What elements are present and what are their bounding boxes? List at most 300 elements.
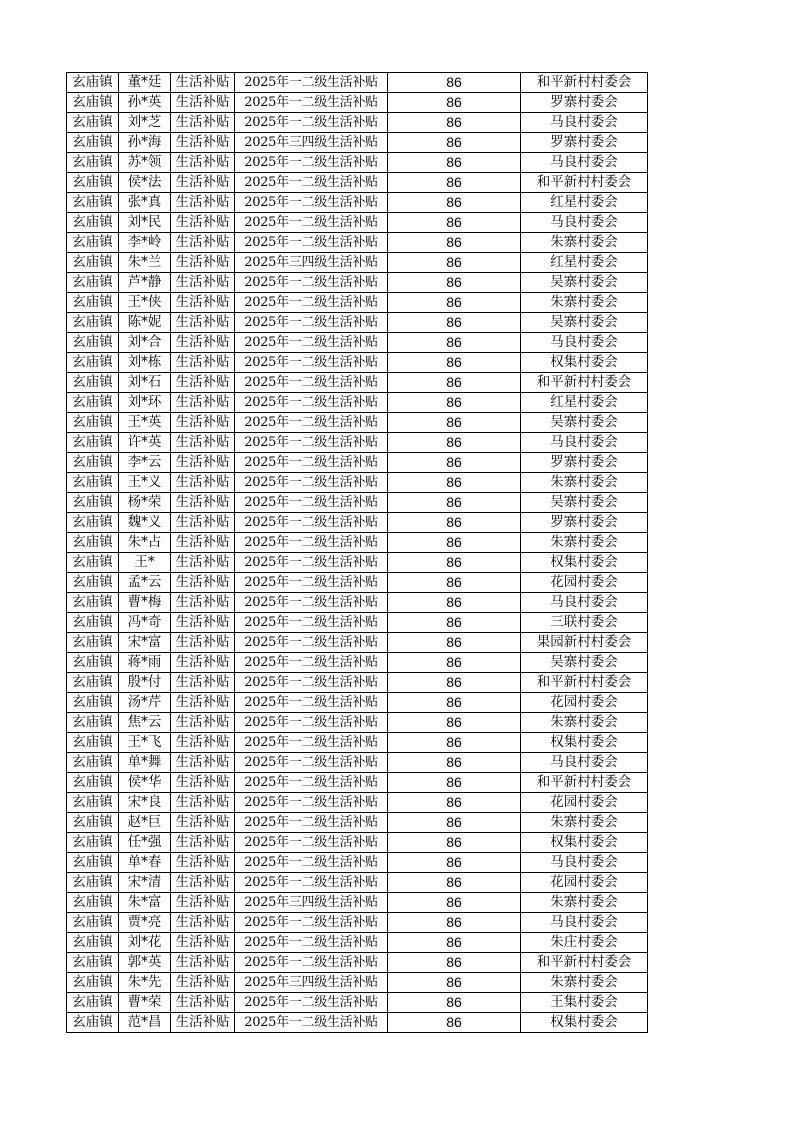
table-row <box>67 873 648 893</box>
amount-cell: 86 <box>388 213 521 233</box>
subsidy-type-cell: 生活补贴 <box>171 513 235 533</box>
town-cell: 玄庙镇 <box>67 733 119 753</box>
village-committee-cell: 罗寨村委会 <box>521 453 648 473</box>
town-cell: 玄庙镇 <box>67 613 119 633</box>
town-cell: 玄庙镇 <box>67 913 119 933</box>
village-committee-cell: 和平新村村委会 <box>521 673 648 693</box>
subsidy-level-cell: 2025年一二级生活补贴 <box>235 353 388 373</box>
subsidy-type-cell: 生活补贴 <box>171 993 235 1013</box>
town-cell: 玄庙镇 <box>67 213 119 233</box>
town-cell: 玄庙镇 <box>67 493 119 513</box>
amount-cell: 86 <box>388 273 521 293</box>
town-cell: 玄庙镇 <box>67 713 119 733</box>
subsidy-level-cell: 2025年一二级生活补贴 <box>235 653 388 673</box>
table-row <box>67 453 648 473</box>
village-committee-cell: 吴寨村委会 <box>521 493 648 513</box>
subsidy-type-cell: 生活补贴 <box>171 353 235 373</box>
name-cell: 刘*栋 <box>119 353 171 373</box>
subsidy-level-cell: 2025年一二级生活补贴 <box>235 553 388 573</box>
amount-cell: 86 <box>388 553 521 573</box>
table-row <box>67 433 648 453</box>
table-row <box>67 333 648 353</box>
town-cell: 玄庙镇 <box>67 593 119 613</box>
subsidy-level-cell: 2025年一二级生活补贴 <box>235 433 388 453</box>
name-cell: 董*廷 <box>119 73 171 93</box>
table-row <box>67 893 648 913</box>
table-row <box>67 513 648 533</box>
table-row <box>67 473 648 493</box>
table-row <box>67 153 648 173</box>
subsidy-level-cell: 2025年一二级生活补贴 <box>235 533 388 553</box>
subsidy-type-cell: 生活补贴 <box>171 953 235 973</box>
name-cell: 王* <box>119 553 171 573</box>
amount-cell: 86 <box>388 233 521 253</box>
amount-cell: 86 <box>388 473 521 493</box>
amount-cell: 86 <box>388 653 521 673</box>
subsidy-level-cell: 2025年一二级生活补贴 <box>235 93 388 113</box>
subsidy-level-cell: 2025年一二级生活补贴 <box>235 213 388 233</box>
village-committee-cell: 权集村委会 <box>521 1013 648 1033</box>
table-row <box>67 933 648 953</box>
village-committee-cell: 罗寨村委会 <box>521 513 648 533</box>
town-cell: 玄庙镇 <box>67 873 119 893</box>
village-committee-cell: 和平新村村委会 <box>521 953 648 973</box>
subsidy-level-cell: 2025年三四级生活补贴 <box>235 253 388 273</box>
name-cell: 杨*荣 <box>119 493 171 513</box>
table-row <box>67 913 648 933</box>
village-committee-cell: 权集村委会 <box>521 833 648 853</box>
amount-cell: 86 <box>388 333 521 353</box>
town-cell: 玄庙镇 <box>67 373 119 393</box>
amount-cell: 86 <box>388 573 521 593</box>
amount-cell: 86 <box>388 493 521 513</box>
amount-cell: 86 <box>388 753 521 773</box>
table-row <box>67 193 648 213</box>
subsidy-level-cell: 2025年一二级生活补贴 <box>235 953 388 973</box>
subsidy-type-cell: 生活补贴 <box>171 193 235 213</box>
table-row <box>67 213 648 233</box>
village-committee-cell: 红星村委会 <box>521 193 648 213</box>
subsidy-type-cell: 生活补贴 <box>171 473 235 493</box>
name-cell: 王*飞 <box>119 733 171 753</box>
table-row <box>67 93 648 113</box>
name-cell: 王*义 <box>119 473 171 493</box>
subsidy-type-cell: 生活补贴 <box>171 833 235 853</box>
village-committee-cell: 花园村委会 <box>521 873 648 893</box>
subsidy-level-cell: 2025年一二级生活补贴 <box>235 173 388 193</box>
amount-cell: 86 <box>388 533 521 553</box>
village-committee-cell: 花园村委会 <box>521 793 648 813</box>
name-cell: 芦*静 <box>119 273 171 293</box>
amount-cell: 86 <box>388 633 521 653</box>
subsidy-level-cell: 2025年一二级生活补贴 <box>235 713 388 733</box>
name-cell: 侯*华 <box>119 773 171 793</box>
subsidy-level-cell: 2025年一二级生活补贴 <box>235 933 388 953</box>
subsidy-type-cell: 生活补贴 <box>171 633 235 653</box>
subsidy-level-cell: 2025年一二级生活补贴 <box>235 393 388 413</box>
table-row <box>67 393 648 413</box>
village-committee-cell: 马良村委会 <box>521 853 648 873</box>
village-committee-cell: 朱寨村委会 <box>521 973 648 993</box>
town-cell: 玄庙镇 <box>67 193 119 213</box>
subsidy-type-cell: 生活补贴 <box>171 313 235 333</box>
subsidy-level-cell: 2025年一二级生活补贴 <box>235 993 388 1013</box>
subsidy-type-cell: 生活补贴 <box>171 813 235 833</box>
town-cell: 玄庙镇 <box>67 173 119 193</box>
amount-cell: 86 <box>388 293 521 313</box>
town-cell: 玄庙镇 <box>67 113 119 133</box>
subsidy-level-cell: 2025年一二级生活补贴 <box>235 573 388 593</box>
town-cell: 玄庙镇 <box>67 753 119 773</box>
town-cell: 玄庙镇 <box>67 993 119 1013</box>
subsidy-type-cell: 生活补贴 <box>171 253 235 273</box>
name-cell: 刘*民 <box>119 213 171 233</box>
amount-cell: 86 <box>388 153 521 173</box>
subsidy-level-cell: 2025年一二级生活补贴 <box>235 853 388 873</box>
village-committee-cell: 朱寨村委会 <box>521 473 648 493</box>
subsidy-type-cell: 生活补贴 <box>171 853 235 873</box>
amount-cell: 86 <box>388 993 521 1013</box>
subsidy-type-cell: 生活补贴 <box>171 913 235 933</box>
subsidy-type-cell: 生活补贴 <box>171 233 235 253</box>
table-row <box>67 553 648 573</box>
amount-cell: 86 <box>388 593 521 613</box>
name-cell: 单*舞 <box>119 753 171 773</box>
name-cell: 曹*荣 <box>119 993 171 1013</box>
amount-cell: 86 <box>388 253 521 273</box>
table-row <box>67 1013 648 1033</box>
amount-cell: 86 <box>388 133 521 153</box>
table-row <box>67 573 648 593</box>
village-committee-cell: 马良村委会 <box>521 433 648 453</box>
table-row <box>67 233 648 253</box>
subsidy-level-cell: 2025年一二级生活补贴 <box>235 693 388 713</box>
subsidy-level-cell: 2025年一二级生活补贴 <box>235 333 388 353</box>
name-cell: 张*真 <box>119 193 171 213</box>
subsidy-level-cell: 2025年三四级生活补贴 <box>235 893 388 913</box>
name-cell: 宋*富 <box>119 633 171 653</box>
subsidy-level-cell: 2025年一二级生活补贴 <box>235 513 388 533</box>
name-cell: 孙*海 <box>119 133 171 153</box>
town-cell: 玄庙镇 <box>67 953 119 973</box>
name-cell: 孙*英 <box>119 93 171 113</box>
name-cell: 刘*环 <box>119 393 171 413</box>
town-cell: 玄庙镇 <box>67 73 119 93</box>
town-cell: 玄庙镇 <box>67 773 119 793</box>
name-cell: 陈*妮 <box>119 313 171 333</box>
name-cell: 刘*花 <box>119 933 171 953</box>
village-committee-cell: 三联村委会 <box>521 613 648 633</box>
village-committee-cell: 权集村委会 <box>521 353 648 373</box>
subsidy-level-cell: 2025年一二级生活补贴 <box>235 793 388 813</box>
town-cell: 玄庙镇 <box>67 413 119 433</box>
name-cell: 魏*义 <box>119 513 171 533</box>
table-row <box>67 673 648 693</box>
village-committee-cell: 和平新村村委会 <box>521 773 648 793</box>
amount-cell: 86 <box>388 93 521 113</box>
name-cell: 朱*兰 <box>119 253 171 273</box>
town-cell: 玄庙镇 <box>67 793 119 813</box>
subsidy-type-cell: 生活补贴 <box>171 693 235 713</box>
amount-cell: 86 <box>388 893 521 913</box>
subsidy-level-cell: 2025年一二级生活补贴 <box>235 113 388 133</box>
village-committee-cell: 罗寨村委会 <box>521 93 648 113</box>
name-cell: 宋*良 <box>119 793 171 813</box>
subsidy-type-cell: 生活补贴 <box>171 113 235 133</box>
town-cell: 玄庙镇 <box>67 93 119 113</box>
town-cell: 玄庙镇 <box>67 433 119 453</box>
amount-cell: 86 <box>388 373 521 393</box>
town-cell: 玄庙镇 <box>67 273 119 293</box>
town-cell: 玄庙镇 <box>67 553 119 573</box>
town-cell: 玄庙镇 <box>67 693 119 713</box>
name-cell: 孟*云 <box>119 573 171 593</box>
subsidy-level-cell: 2025年一二级生活补贴 <box>235 873 388 893</box>
amount-cell: 86 <box>388 693 521 713</box>
table-row <box>67 593 648 613</box>
village-committee-cell: 和平新村村委会 <box>521 73 648 93</box>
village-committee-cell: 权集村委会 <box>521 733 648 753</box>
town-cell: 玄庙镇 <box>67 653 119 673</box>
name-cell: 李*岭 <box>119 233 171 253</box>
amount-cell: 86 <box>388 793 521 813</box>
subsidy-level-cell: 2025年三四级生活补贴 <box>235 973 388 993</box>
village-committee-cell: 马良村委会 <box>521 753 648 773</box>
amount-cell: 86 <box>388 1013 521 1033</box>
town-cell: 玄庙镇 <box>67 453 119 473</box>
table-row <box>67 533 648 553</box>
village-committee-cell: 吴寨村委会 <box>521 413 648 433</box>
amount-cell: 86 <box>388 953 521 973</box>
name-cell: 曹*梅 <box>119 593 171 613</box>
subsidy-level-cell: 2025年一二级生活补贴 <box>235 313 388 333</box>
subsidy-type-cell: 生活补贴 <box>171 553 235 573</box>
subsidy-type-cell: 生活补贴 <box>171 753 235 773</box>
subsidy-type-cell: 生活补贴 <box>171 673 235 693</box>
town-cell: 玄庙镇 <box>67 513 119 533</box>
amount-cell: 86 <box>388 413 521 433</box>
village-committee-cell: 朱庄村委会 <box>521 933 648 953</box>
subsidy-level-cell: 2025年一二级生活补贴 <box>235 73 388 93</box>
subsidy-type-cell: 生活补贴 <box>171 173 235 193</box>
subsidy-level-cell: 2025年一二级生活补贴 <box>235 233 388 253</box>
table-row <box>67 753 648 773</box>
name-cell: 王*英 <box>119 413 171 433</box>
subsidy-type-cell: 生活补贴 <box>171 733 235 753</box>
amount-cell: 86 <box>388 173 521 193</box>
name-cell: 范*昌 <box>119 1013 171 1033</box>
table-row <box>67 773 648 793</box>
amount-cell: 86 <box>388 433 521 453</box>
name-cell: 朱*富 <box>119 893 171 913</box>
name-cell: 许*英 <box>119 433 171 453</box>
subsidy-level-cell: 2025年一二级生活补贴 <box>235 813 388 833</box>
amount-cell: 86 <box>388 73 521 93</box>
subsidy-type-cell: 生活补贴 <box>171 73 235 93</box>
village-committee-cell: 吴寨村委会 <box>521 313 648 333</box>
village-committee-cell: 马良村委会 <box>521 913 648 933</box>
village-committee-cell: 马良村委会 <box>521 593 648 613</box>
town-cell: 玄庙镇 <box>67 813 119 833</box>
village-committee-cell: 朱寨村委会 <box>521 533 648 553</box>
village-committee-cell: 权集村委会 <box>521 553 648 573</box>
subsidy-type-cell: 生活补贴 <box>171 133 235 153</box>
village-committee-cell: 王集村委会 <box>521 993 648 1013</box>
name-cell: 冯*奇 <box>119 613 171 633</box>
name-cell: 郭*英 <box>119 953 171 973</box>
subsidy-type-cell: 生活补贴 <box>171 773 235 793</box>
amount-cell: 86 <box>388 713 521 733</box>
table-row <box>67 493 648 513</box>
amount-cell: 86 <box>388 393 521 413</box>
town-cell: 玄庙镇 <box>67 473 119 493</box>
subsidy-type-cell: 生活补贴 <box>171 433 235 453</box>
amount-cell: 86 <box>388 833 521 853</box>
name-cell: 殷*付 <box>119 673 171 693</box>
subsidy-level-cell: 2025年一二级生活补贴 <box>235 413 388 433</box>
subsidy-type-cell: 生活补贴 <box>171 713 235 733</box>
name-cell: 李*云 <box>119 453 171 473</box>
table-row <box>67 133 648 153</box>
subsidy-type-cell: 生活补贴 <box>171 273 235 293</box>
town-cell: 玄庙镇 <box>67 853 119 873</box>
table-row <box>67 973 648 993</box>
table-row <box>67 793 648 813</box>
amount-cell: 86 <box>388 313 521 333</box>
subsidy-type-cell: 生活补贴 <box>171 453 235 473</box>
table-row <box>67 273 648 293</box>
amount-cell: 86 <box>388 513 521 533</box>
amount-cell: 86 <box>388 973 521 993</box>
table-row <box>67 173 648 193</box>
subsidy-level-cell: 2025年一二级生活补贴 <box>235 153 388 173</box>
town-cell: 玄庙镇 <box>67 573 119 593</box>
town-cell: 玄庙镇 <box>67 293 119 313</box>
subsidy-type-cell: 生活补贴 <box>171 293 235 313</box>
village-committee-cell: 和平新村村委会 <box>521 173 648 193</box>
village-committee-cell: 果园新村村委会 <box>521 633 648 653</box>
name-cell: 苏*领 <box>119 153 171 173</box>
name-cell: 单*春 <box>119 853 171 873</box>
town-cell: 玄庙镇 <box>67 673 119 693</box>
town-cell: 玄庙镇 <box>67 333 119 353</box>
town-cell: 玄庙镇 <box>67 253 119 273</box>
name-cell: 蒋*雨 <box>119 653 171 673</box>
name-cell: 朱*先 <box>119 973 171 993</box>
subsidy-level-cell: 2025年一二级生活补贴 <box>235 733 388 753</box>
village-committee-cell: 红星村委会 <box>521 393 648 413</box>
subsidy-level-cell: 2025年一二级生活补贴 <box>235 633 388 653</box>
subsidy-type-cell: 生活补贴 <box>171 493 235 513</box>
table-row <box>67 353 648 373</box>
amount-cell: 86 <box>388 353 521 373</box>
subsidy-level-cell: 2025年一二级生活补贴 <box>235 833 388 853</box>
name-cell: 刘*合 <box>119 333 171 353</box>
subsidy-type-cell: 生活补贴 <box>171 153 235 173</box>
table-row <box>67 993 648 1013</box>
amount-cell: 86 <box>388 913 521 933</box>
table-row <box>67 693 648 713</box>
amount-cell: 86 <box>388 733 521 753</box>
subsidy-type-cell: 生活补贴 <box>171 1013 235 1033</box>
town-cell: 玄庙镇 <box>67 313 119 333</box>
name-cell: 焦*云 <box>119 713 171 733</box>
table-row <box>67 953 648 973</box>
village-committee-cell: 和平新村村委会 <box>521 373 648 393</box>
name-cell: 王*侠 <box>119 293 171 313</box>
village-committee-cell: 吴寨村委会 <box>521 653 648 673</box>
town-cell: 玄庙镇 <box>67 633 119 653</box>
village-committee-cell: 朱寨村委会 <box>521 713 648 733</box>
subsidy-type-cell: 生活补贴 <box>171 593 235 613</box>
name-cell: 侯*法 <box>119 173 171 193</box>
village-committee-cell: 罗寨村委会 <box>521 133 648 153</box>
subsidy-level-cell: 2025年一二级生活补贴 <box>235 373 388 393</box>
subsidy-level-cell: 2025年一二级生活补贴 <box>235 493 388 513</box>
subsidy-type-cell: 生活补贴 <box>171 573 235 593</box>
subsidy-table-body <box>67 73 648 1033</box>
town-cell: 玄庙镇 <box>67 393 119 413</box>
table-row <box>67 653 648 673</box>
town-cell: 玄庙镇 <box>67 533 119 553</box>
table-row <box>67 833 648 853</box>
subsidy-type-cell: 生活补贴 <box>171 793 235 813</box>
table-row <box>67 733 648 753</box>
subsidy-type-cell: 生活补贴 <box>171 533 235 553</box>
amount-cell: 86 <box>388 853 521 873</box>
village-committee-cell: 花园村委会 <box>521 693 648 713</box>
table-row <box>67 813 648 833</box>
town-cell: 玄庙镇 <box>67 833 119 853</box>
subsidy-level-cell: 2025年一二级生活补贴 <box>235 773 388 793</box>
name-cell: 任*强 <box>119 833 171 853</box>
town-cell: 玄庙镇 <box>67 933 119 953</box>
table-row <box>67 253 648 273</box>
subsidy-table <box>66 72 648 1033</box>
village-committee-cell: 马良村委会 <box>521 113 648 133</box>
subsidy-type-cell: 生活补贴 <box>171 373 235 393</box>
village-committee-cell: 吴寨村委会 <box>521 273 648 293</box>
subsidy-type-cell: 生活补贴 <box>171 873 235 893</box>
subsidy-type-cell: 生活补贴 <box>171 653 235 673</box>
name-cell: 汤*芹 <box>119 693 171 713</box>
amount-cell: 86 <box>388 673 521 693</box>
town-cell: 玄庙镇 <box>67 233 119 253</box>
subsidy-type-cell: 生活补贴 <box>171 93 235 113</box>
amount-cell: 86 <box>388 193 521 213</box>
subsidy-level-cell: 2025年一二级生活补贴 <box>235 593 388 613</box>
subsidy-level-cell: 2025年一二级生活补贴 <box>235 613 388 633</box>
subsidy-level-cell: 2025年一二级生活补贴 <box>235 913 388 933</box>
village-committee-cell: 马良村委会 <box>521 153 648 173</box>
subsidy-type-cell: 生活补贴 <box>171 413 235 433</box>
village-committee-cell: 马良村委会 <box>521 333 648 353</box>
amount-cell: 86 <box>388 813 521 833</box>
name-cell: 贾*亮 <box>119 913 171 933</box>
amount-cell: 86 <box>388 933 521 953</box>
village-committee-cell: 朱寨村委会 <box>521 293 648 313</box>
table-row <box>67 373 648 393</box>
table-row <box>67 853 648 873</box>
town-cell: 玄庙镇 <box>67 353 119 373</box>
subsidy-level-cell: 2025年一二级生活补贴 <box>235 673 388 693</box>
table-row <box>67 613 648 633</box>
subsidy-type-cell: 生活补贴 <box>171 613 235 633</box>
subsidy-type-cell: 生活补贴 <box>171 933 235 953</box>
town-cell: 玄庙镇 <box>67 973 119 993</box>
subsidy-type-cell: 生活补贴 <box>171 393 235 413</box>
town-cell: 玄庙镇 <box>67 153 119 173</box>
